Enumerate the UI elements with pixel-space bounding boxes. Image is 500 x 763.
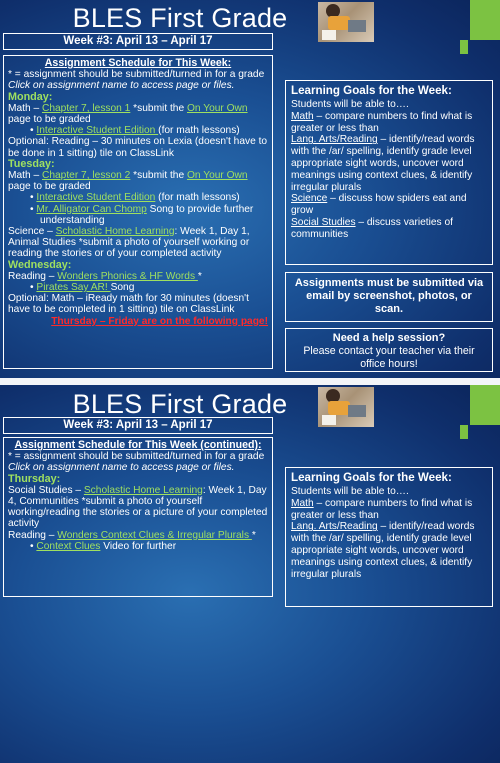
list-item: • Mr. Alligator Can Chomp Song to provide further understanding xyxy=(8,204,268,226)
submission-panel xyxy=(285,272,493,322)
list-item: • Pirates Say AR! Song xyxy=(8,282,268,293)
context-clues-video-link[interactable]: Context Clues xyxy=(36,540,101,552)
chapter7-lesson2-link[interactable]: Chapter 7, lesson 2 xyxy=(41,170,131,182)
scholastic-link[interactable]: Scholastic Home Learning xyxy=(83,484,203,496)
goal-language-arts: Lang. Arts/Reading – identify/read words with the /ar/ spelling, identify grade level appropriate sight words, uncover word meanings using context clues, & identify irregular plurals xyxy=(291,521,475,580)
submission-notice: Assignments must be submitted via email by screenshot, photos, or scan. xyxy=(294,277,484,315)
goal-social-studies: Social Studies – discuss varieties of communities xyxy=(291,216,453,240)
click-note: Click on assignment name to access page or files. xyxy=(8,462,235,474)
wednesday-optional: Optional: Math – iReady math for 30 minutes (doesn't have to be completed in 1 sitting) tile on ClassLink xyxy=(8,293,249,316)
student-photo xyxy=(318,2,374,42)
wonders-phonics-link[interactable]: Wonders Phonics & HF Words xyxy=(57,270,198,282)
accent-bar xyxy=(470,385,500,425)
goal-math: Math – compare numbers to find what is greater or less than xyxy=(291,110,473,134)
schedule-panel xyxy=(3,55,273,369)
interactive-student-edition-link[interactable]: Interactive Student Edition xyxy=(36,125,159,137)
wonders-context-clues-link[interactable]: Wonders Context Clues & Irregular Plurals xyxy=(57,529,252,541)
submit-note: * = assignment should be submitted/turned in for a grade xyxy=(8,451,265,463)
goal-math: Math – compare numbers to find what is greater or less than xyxy=(291,497,473,521)
learning-goals-panel xyxy=(285,80,493,265)
goal-science: Science – discuss how spiders eat and grow xyxy=(291,193,467,217)
help-panel xyxy=(285,328,493,372)
chapter7-lesson1-link[interactable]: Chapter 7, lesson 1 xyxy=(41,102,131,114)
wednesday-reading: Reading – Wonders Phonics & HF Words * xyxy=(8,270,202,282)
accent-bar xyxy=(470,0,500,40)
monday-math: Math – Chapter 7, lesson 1 *submit the On Your Own page to be graded xyxy=(8,102,248,126)
thursday-social-studies: Social Studies – Scholastic Home Learning: Week 1, Day 4, Communities *submit a photo of yourself working/reading the stories or a picture of your completed activity xyxy=(8,484,268,530)
goal-language-arts: Lang. Arts/Reading – identify/read words with the /ar/ spelling, identify grade level appropriate sight words, uncover word meanings using context clues, & identify irregular plurals xyxy=(291,134,475,193)
click-note: Click on assignment name to access page or files. xyxy=(8,80,235,92)
help-title: Need a help session? xyxy=(332,332,446,344)
thursday-reading: Reading – Wonders Context Clues & Irregular Plurals * xyxy=(8,529,256,541)
submit-note: * = assignment should be submitted/turned in for a grade xyxy=(8,69,265,81)
goals-intro: Students will be able to…. xyxy=(291,486,409,497)
goals-intro: Students will be able to…. xyxy=(291,99,409,110)
week-label: Week #3: April 13 – April 17 xyxy=(3,417,273,434)
page-title: BLES First Grade xyxy=(72,389,288,419)
schedule-heading: Assignment Schedule for This Week: xyxy=(44,57,232,69)
on-your-own-link[interactable]: On Your Own xyxy=(186,170,248,182)
schedule-panel xyxy=(3,437,273,597)
slide-separator xyxy=(0,378,500,385)
slide-2 xyxy=(0,385,500,763)
goals-title: Learning Goals for the Week: xyxy=(291,84,452,97)
student-photo xyxy=(318,387,374,427)
help-text: Please contact your teacher via their office hours! xyxy=(303,345,475,370)
on-your-own-link[interactable]: On Your Own xyxy=(186,102,248,114)
list-item: • Interactive Student Edition (for math lessons) xyxy=(8,125,268,136)
thursday-notice: Thursday – Friday are on the following page! xyxy=(51,315,268,327)
day-tuesday: Tuesday: xyxy=(8,157,55,170)
interactive-student-edition-link[interactable]: Interactive Student Edition xyxy=(36,192,156,204)
pirates-song-link[interactable]: Pirates Say AR! xyxy=(36,282,111,294)
day-wednesday: Wednesday: xyxy=(8,258,72,271)
schedule-heading: Assignment Schedule for This Week (continued): xyxy=(14,439,262,451)
learning-goals-panel xyxy=(285,467,493,607)
goals-title: Learning Goals for the Week: xyxy=(291,471,452,484)
page-title: BLES First Grade xyxy=(72,3,288,33)
list-item: • Context Clues Video for further xyxy=(8,541,268,552)
scholastic-link[interactable]: Scholastic Home Learning xyxy=(55,226,175,238)
tuesday-science: Science – Scholastic Home Learning: Week 1, Day 1, Animal Studies *submit a photo of yourself working or reading the stories or of your completed activity xyxy=(8,226,250,260)
week-label: Week #3: April 13 – April 17 xyxy=(3,33,273,50)
alligator-song-link[interactable]: Mr. Alligator Can Chomp xyxy=(36,203,147,215)
monday-optional: Optional: Reading – 30 minutes on Lexia (doesn't have to be done in 1 sitting) tile on ClassLink xyxy=(8,136,268,159)
day-thursday: Thursday: xyxy=(8,472,61,485)
day-monday: Monday: xyxy=(8,90,53,103)
list-item: • Interactive Student Edition (for math lessons) xyxy=(8,192,268,203)
tuesday-math: Math – Chapter 7, lesson 2 *submit the On Your Own page to be graded xyxy=(8,170,248,193)
slide-1 xyxy=(0,0,500,378)
